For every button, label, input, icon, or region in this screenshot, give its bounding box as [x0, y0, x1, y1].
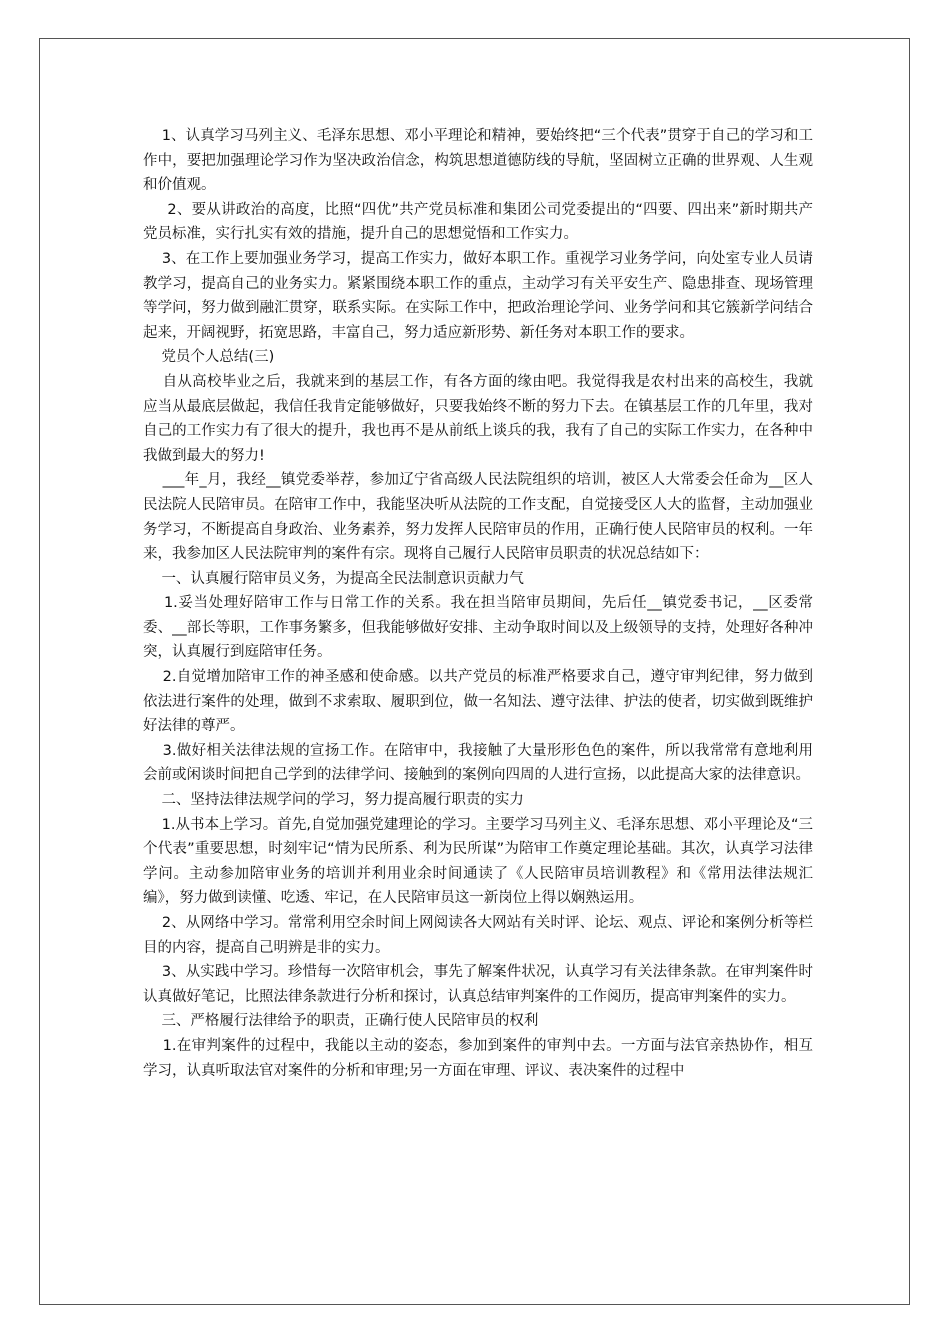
paragraph-1: 1、认真学习马列主义、毛泽东思想、邓小平理论和精神，要始终把“三个代表”贯穿于自己的学习和工作中，要把加强理论学习作为坚决政治信念，构筑思想道德防线的导航，坚固树立正确的世界观、人生观和价值观。	[143, 128, 813, 194]
paragraph-10: 3.做好相关法律法规的宣扬工作。在陪审中，我接触了大量形形色色的案件，所以我常常有意地利用会前或闲谈时间把自己学到的法律学问、接触到的案例向四周的人进行宣扬，以此提高大家的法律意识。	[143, 742, 813, 784]
section-heading: 党员个人总结(三)	[143, 349, 275, 366]
subheading-1: 一、认真履行陪审员义务，为提高全民法制意识贡献力气	[143, 570, 524, 587]
paragraph-8: 1.妥当处理好陪审工作与日常工作的关系。我在担当陪审员期间，先后任__镇党委书记，__区委常委、__部长等职，工作事务繁多，但我能够做好安排、主动争取时间以及上级领导的支持，处理好各种冲突，认真履行到庭陪审任务。	[143, 595, 813, 661]
paragraph-16: 1.在审判案件的过程中，我能以主动的姿态，参加到案件的审判中去。一方面与法官亲热协作，相互学习，认真听取法官对案件的分析和审理;另一方面在审理、评议、表决案件的过程中	[143, 1037, 813, 1079]
paragraph-13: 2、从网络中学习。常常利用空余时间上网阅读各大网站有关时评、论坛、观点、评论和案例分析等栏目的内容，提高自己明辨是非的实力。	[143, 915, 814, 956]
paragraph-6: ___年_月，我经__镇党委举荐，参加辽宁省高级人民法院组织的培训，被区人大常委会任命为__区人民法院人民陪审员。在陪审工作中，我能坚决听从法院的工作支配，自觉接受区人大的监督，主动加强业务学习，不断提高自身政治、业务素养，努力发挥人民陪审员的作用，正确行使人民陪审员的权利。一年来，我参加区人民法院审判的案件有宗。现将自己履行人民陪审员职责的状况总结如下：	[143, 472, 813, 563]
document-body	[143, 124, 813, 1083]
subheading-2: 二、坚持法律法规学问的学习，努力提高履行职责的实力	[143, 792, 524, 809]
paragraph-2: 2、要从讲政治的高度，比照“四优”共产党员标准和集团公司党委提出的“四要、四出来”新时期共产党员标准，实行扎实有效的措施，提升自己的思想觉悟和工作实力。	[143, 201, 813, 243]
paragraph-5: 自从高校毕业之后，我就来到的基层工作，有各方面的缘由吧。我觉得我是农村出来的高校生，我就应当从最底层做起，我信任我肯定能够做好，只要我始终不断的努力下去。在镇基层工作的几年里，我对自己的工作实力有了很大的提升，我也再不是从前纸上谈兵的我，我有了自己的实际工作实力，在各种中我做到最大的努力!	[143, 373, 813, 464]
paragraph-3: 3、在工作上要加强业务学习，提高工作实力，做好本职工作。重视学习业务学问，向处室专业人员请教学习，提高自己的业务实力。紧紧围绕本职工作的重点，主动学习有关平安生产、隐患排查、现场管理等学问，努力做到融汇贯穿，联系实际。在实际工作中，把政治理论学问、业务学问和其它簇新学问结合起来，开阔视野，拓宽思路，丰富自己，努力适应新形势、新任务对本职工作的要求。	[143, 250, 814, 341]
subheading-3: 三、严格履行法律给予的职责，正确行使人民陪审员的权利	[143, 1013, 539, 1030]
paragraph-9: 2.自觉增加陪审工作的神圣感和使命感。以共产党员的标准严格要求自己，遵守审判纪律，努力做到依法进行案件的处理，做到不求索取、履职到位，做一名知法、遵守法律、护法的使者，切实做到既维护好法律的尊严。	[143, 669, 813, 735]
paragraph-14: 3、从实践中学习。珍惜每一次陪审机会，事先了解案件状况，认真学习有关法律条款。在审判案件时认真做好笔记，比照法律条款进行分析和探讨，认真总结审判案件的工作阅历，提高审判案件的实力。	[143, 964, 814, 1005]
paragraph-12: 1.从书本上学习。首先,自觉加强党建理论的学习。主要学习马列主义、毛泽东思想、邓小平理论及“三个代表”重要思想，时刻牢记“情为民所系、利为民所谋”为陪审工作奠定理论基础。其次，认真学习法律学问。主动参加陪审业务的培训并利用业余时间通读了《人民陪审员培训教程》和《常用法律法规汇编》，努力做到读懂、吃透、牢记，在人民陪审员这一新岗位上得以娴熟运用。	[143, 816, 813, 907]
